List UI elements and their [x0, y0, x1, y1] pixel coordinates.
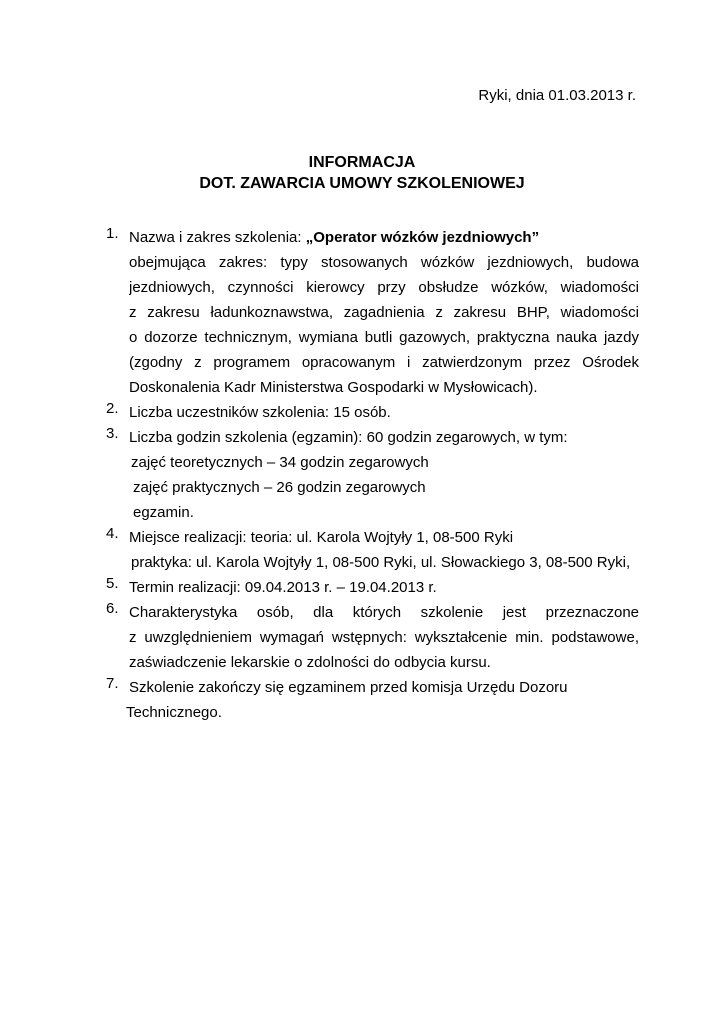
item-number: 6.	[106, 600, 119, 617]
item-line: Doskonalenia Kadr Ministerstwa Gospodarki w Mysłowicach).	[129, 379, 538, 396]
list-item	[106, 575, 639, 600]
title-line-1: INFORMACJA	[308, 154, 416, 171]
item-line: z uwzględnieniem wymagań wstępnych: wykształcenie min. podstawowe,	[129, 629, 639, 646]
item-line: zaświadczenie lekarskie o zdolności do odbycia kursu.	[129, 654, 491, 671]
item-line: jezdniowych, czynności kierowcy przy obsłudze wózków, wiadomości	[129, 279, 639, 296]
item-line: Szkolenie zakończy się egzaminem przed komisja Urzędu Dozoru	[129, 679, 568, 696]
item-label: Nazwa i zakres szkolenia:	[129, 229, 306, 246]
item-line: obejmująca zakres: typy stosowanych wózków jezdniowych, budowa	[129, 254, 639, 271]
list-item	[106, 400, 639, 425]
item-number: 3.	[106, 425, 119, 442]
item-number: 5.	[106, 575, 119, 592]
item-number: 2.	[106, 400, 119, 417]
list-item	[106, 425, 639, 525]
item-line: zajęć teoretycznych – 34 godzin zegarowych	[131, 454, 429, 471]
item-line: Miejsce realizacji: teoria: ul. Karola Wojtyły 1, 08-500 Ryki	[129, 529, 514, 546]
item-line: z zakresu ładunkoznawstwa, zagadnienia z zakresu BHP, wiadomości	[129, 304, 639, 321]
item-line: egzamin.	[133, 504, 194, 521]
title-line-2: DOT. ZAWARCIA UMOWY SZKOLENIOWEJ	[199, 175, 525, 192]
document-date: Ryki, dnia 01.03.2013 r.	[478, 87, 636, 104]
item-number: 4.	[106, 525, 119, 542]
training-name: „Operator wózków jezdniowych”	[305, 229, 540, 246]
item-line: Termin realizacji: 09.04.2013 r. – 19.04.2013 r.	[129, 579, 437, 596]
item-line: praktyka: ul. Karola Wojtyły 1, 08-500 Ryki, ul. Słowackiego 3, 08-500 Ryki,	[131, 554, 631, 571]
list-item	[106, 675, 639, 725]
info-list	[106, 225, 639, 725]
item-line: o dozorze technicznym, wymiana butli gazowych, praktyczna nauka jazdy	[129, 329, 639, 346]
item-line: Technicznego.	[126, 704, 222, 721]
item-line	[129, 225, 639, 250]
item-number: 7.	[106, 675, 119, 692]
list-item	[106, 225, 639, 400]
item-number: 1.	[106, 225, 119, 242]
item-line: zajęć praktycznych – 26 godzin zegarowych	[133, 479, 426, 496]
item-line: Liczba uczestników szkolenia: 15 osób.	[129, 404, 391, 421]
list-item	[106, 525, 639, 575]
document-title	[0, 152, 724, 194]
item-line: (zgodny z programem opracowanym i zatwierdzonym przez Ośrodek	[129, 354, 639, 371]
item-line: Liczba godzin szkolenia (egzamin): 60 godzin zegarowych, w tym:	[129, 429, 568, 446]
list-item	[106, 600, 639, 675]
item-line: Charakterystyka osób, dla których szkolenie jest przeznaczone	[129, 604, 639, 621]
